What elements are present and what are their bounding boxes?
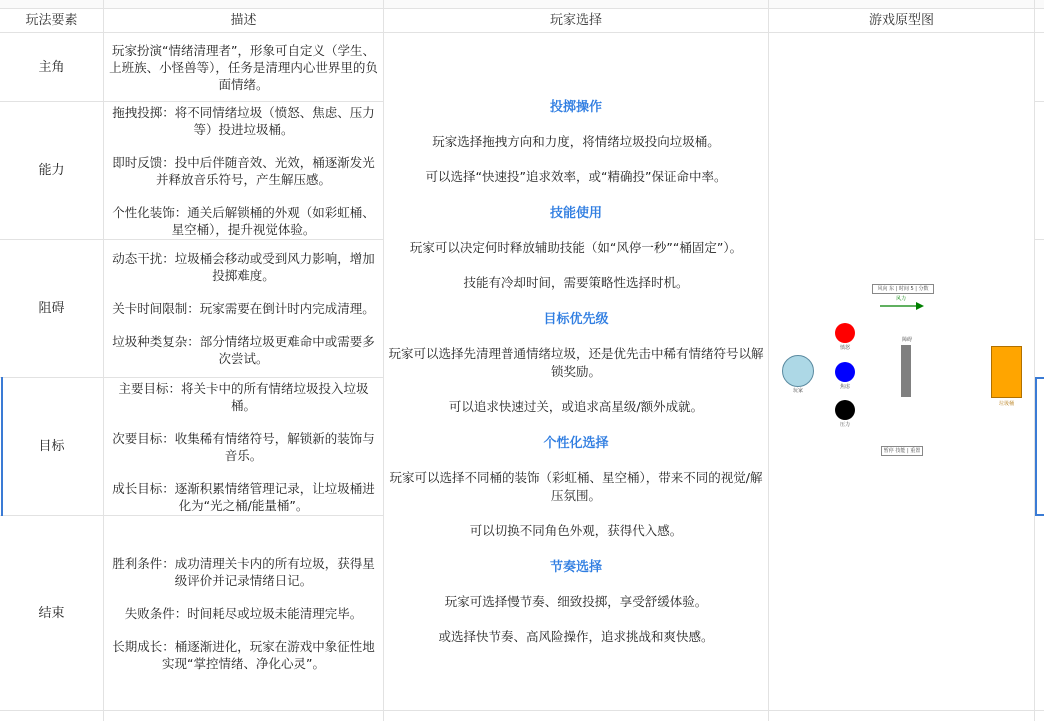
emotion-ball-black[interactable] [835,400,855,420]
prototype-cell[interactable] [769,33,1034,710]
wind-arrow-icon [880,301,924,311]
emotion-ball-blue[interactable] [835,362,855,382]
header-prototype[interactable]: 游戏原型图 [868,12,934,28]
choice-title-custom: 个性化选择 [543,436,609,451]
desc-cell-goal[interactable] [104,378,383,515]
desc-cell-ability[interactable] [104,102,383,239]
choice-text: 玩家可以选择先清理普通情绪垃圾，还是优先击中稀有情绪符号以解锁奖励。 [388,346,764,379]
choice-text: 可以选择“快速投”追求效率，或“精确投”保证命中率。 [425,169,727,184]
sheet-top-strip [0,0,1044,8]
bin-label: 垃圾桶 [998,401,1014,407]
ball-red-label: 愤怒 [839,345,850,351]
ball-black-label: 压力 [839,422,850,428]
choice-title-skill: 技能使用 [549,206,602,221]
choice-text: 玩家可选择慢节奏、细致投掷，享受舒缓体验。 [444,594,708,609]
row-label-goal[interactable]: 目标 [38,439,65,454]
desc-cell-ending[interactable] [104,516,383,710]
desc-paragraph: 玩家扮演“情绪清理者”，形象可自定义（学生、上班族、小怪兽等），任务是清理内心世界里的负面情绪。 [109,42,378,92]
header-player-choice[interactable]: 玩家选择 [549,12,602,28]
wind-label: 风力 [895,296,906,302]
grid-row-line [1035,239,1044,240]
choice-title-rhythm: 节奏选择 [549,560,602,575]
selection-border-right [1035,377,1044,516]
row-label-ability[interactable]: 能力 [38,163,65,178]
desc-paragraph: 关卡时间限制：玩家需要在倒计时内完成清理。 [112,301,375,316]
desc-cell-obstacle[interactable] [104,240,383,377]
choice-text: 玩家选择拖拽方向和力度，将情绪垃圾投向垃圾桶。 [432,134,720,149]
choice-text: 技能有冷却时间，需要策略性选择时机。 [463,275,689,290]
row-label-obstacle[interactable]: 阻碍 [38,301,65,316]
desc-paragraph: 动态干扰：垃圾桶会移动或受到风力影响，增加投掷难度。 [112,251,375,283]
desc-paragraph: 成长目标：逐渐积累情绪管理记录，让垃圾桶进化为“光之桶/能量桶”。 [112,480,375,513]
choice-title-throw: 投掷操作 [549,100,602,115]
desc-paragraph: 长期成长：桶逐渐进化，玩家在游戏中象征性地实现“掌控情绪、净化心灵”。 [112,638,375,671]
player-choice-cell[interactable] [384,96,768,662]
desc-paragraph: 次要目标：收集稀有情绪符号，解锁新的装饰与音乐。 [112,430,375,463]
grid-col-line [1034,0,1035,721]
trash-bin[interactable] [991,346,1022,398]
choice-text: 可以切换不同角色外观，获得代入感。 [469,523,683,538]
desc-cell-protagonist[interactable] [104,33,383,101]
ball-blue-label: 焦虑 [839,384,850,390]
grid-row-line [1035,101,1044,102]
desc-paragraph: 即时反馈：投中后伴随音效、光效，桶逐渐发光并释放音乐符号，产生解压感。 [112,154,375,187]
choice-text: 玩家可以决定何时释放辅助技能（如“风停一秒”“桶固定”）。 [409,240,743,255]
player-label: 玩家 [792,388,803,394]
choice-text: 或选择快节奏、高风险操作，追求挑战和爽快感。 [438,629,714,644]
selection-border-left [1,377,3,516]
wall-label: 障碍 [901,337,912,343]
hud-bottom-bar: 暂停 技能 | 重置 [881,446,923,456]
desc-paragraph: 失败条件：时间耗尽或垃圾未能清理完毕。 [124,605,363,621]
desc-paragraph: 拖拽投掷：将不同情绪垃圾（愤怒、焦虑、压力等）投进垃圾桶。 [112,104,375,137]
row-label-protagonist[interactable]: 主角 [38,59,65,75]
row-label-ending[interactable]: 结束 [38,605,65,621]
hud-top-bar: 风向 东 | 时间 5 | 分数 [872,284,934,294]
desc-paragraph: 垃圾种类复杂：部分情绪垃圾更难命中或需要多次尝试。 [112,334,375,366]
choice-text: 可以追求快速过关，或追求高星级/额外成就。 [448,399,704,414]
desc-paragraph: 主要目标：将关卡中的所有情绪垃圾投入垃圾桶。 [118,380,369,413]
header-description[interactable]: 描述 [230,12,257,28]
player-circle[interactable] [782,355,814,387]
header-element[interactable]: 玩法要素 [25,12,78,28]
emotion-ball-red[interactable] [835,323,855,343]
desc-paragraph: 胜利条件：成功清理关卡内的所有垃圾，获得星级评价并记录情绪日记。 [112,555,375,588]
desc-paragraph: 个性化装饰：通关后解锁桶的外观（如彩虹桶、星空桶），提升视觉体验。 [112,204,375,237]
grid-row-line [0,710,1044,711]
obstacle-wall [901,345,911,397]
choice-title-priority: 目标优先级 [543,312,609,327]
choice-text: 玩家可以选择不同桶的装饰（彩虹桶、星空桶），带来不同的视觉/解压氛围。 [389,470,763,503]
